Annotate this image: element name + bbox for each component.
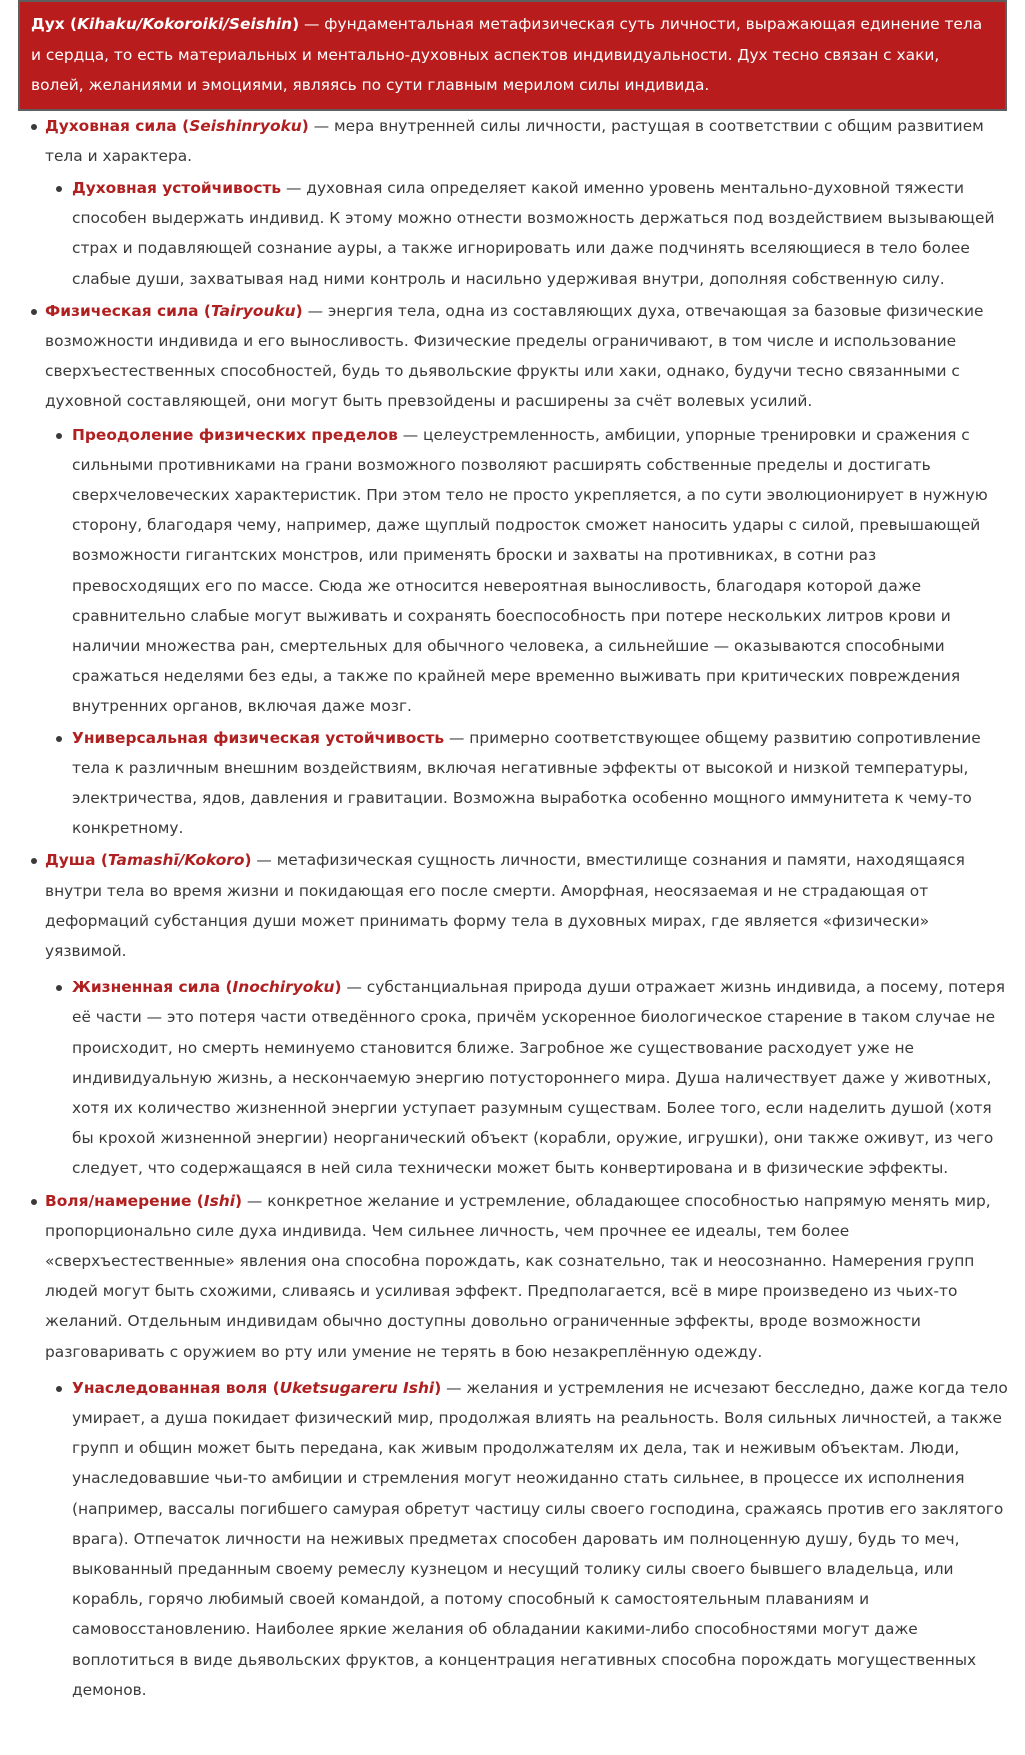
item-text: — духовная сила определяет какой именно уровень ментально-духовной тяжести способен выдержать индивид. К этому можно отнести возможность держаться под воздействием вызывающей страх и подавляющей сознание ауры, а также игнорировать или даже подчинять вселяющиеся в тело более слабые души, захватывая над ними контроль и насильно удерживая внутри, дополняя собственную силу. (72, 178, 995, 288)
term-soul: Душа (Tamashī/Kokoro) (45, 851, 252, 870)
list-item-spiritual-endurance (45, 173, 1009, 294)
intro-text: — фундаментальная метафизическая суть личности, выражающая единение тела и сердца, то есть материальных и ментально-духовных аспектов индивидуальности. Дух тесно связан с хаки, волей, желаниями и эмоциями, являясь по сути главным мерилом силы индивида. (31, 15, 983, 94)
list-item-soul (0, 845, 1025, 1183)
sublist (45, 173, 1009, 294)
list-item-overcoming-limits (45, 420, 1009, 722)
item-text: — целеустремленность, амбиции, упорные тренировки и сражения с сильными противниками на грани возможного позволяют расширять собственные пределы и достигать сверхчеловеческих характеристик. При этом тело не просто укрепляется, а по сути эволюционирует в нужную сторону, благодаря чему, например, даже щуплый подросток сможет наносить удары с силой, превышающей возможности гигантских монстров, или применять броски и захваты на противниках, в сотни раз превосходящих его по массе. Сюда же относится невероятная выносливость, благодаря которой даже сравнительно слабые могут выживать и сохранять боеспособность при потере нескольких литров крови и наличии множества ран, смертельных для обычного человека, а сильнейшие — оказываются способными сражаться неделями без еды, а также по крайней мере временно выживать при критических повреждения внутренних органов, включая даже мозг. (72, 425, 988, 716)
list-item-life-force (45, 972, 1009, 1183)
sublist (45, 1373, 1009, 1705)
list-item-inherited-will (45, 1373, 1009, 1705)
term-spiritual-endurance: Духовная устойчивость (72, 178, 282, 197)
item-text: — субстанциальная природа души отражает жизнь индивида, а посему, потеря её части — это потеря части отведённого срока, причём ускоренное биологическое старение в таком случае не происходит, но смерть неминуемо становится ближе. Загробное же существование расходует уже не индивидуальную жизнь, а нескончаемую энергию потустороннего мира. Душа наличествует даже у животных, хотя их количество жизненной энергии уступает разумным существам. Более того, если наделить душой (хотя бы крохой жизненной энергии) неорганический объект (корабли, оружие, игрушки), они также оживут, из чего следует, что содержащаяся в ней сила технически может быть конвертирована и в физические эффекты. (72, 978, 1006, 1178)
list-item-universal-endurance (45, 723, 1009, 844)
list-item-physical-power (0, 296, 1025, 844)
term-life-force: Жизненная сила (Inochiryoku) (72, 978, 342, 997)
item-text: — мера внутренней силы личности, растущая в соответствии с общим развитием тела и характера. (45, 116, 984, 165)
list-item-spiritual-power (0, 111, 1025, 294)
item-text: — энергия тела, одна из составляющих духа, отвечающая за базовые физические возможности индивида и его выносливость. Физические пределы ограничивают, в том числе и использование сверхъестественных способностей, будь то дьявольские фрукты или хаки, однако, будучи тесно связанными с духовной составляющей, они могут быть превзойдены и расширены за счёт волевых усилий. (45, 301, 984, 411)
intro-term-latin: Kihaku/Kokoroiki/Seishin (77, 15, 293, 33)
intro-term: Дух (Kihaku/Kokoroiki/Seishin) (31, 15, 300, 33)
concept-list (0, 111, 1025, 1706)
sublist (45, 420, 1009, 844)
item-text: — примерно соответствующее общему развитию сопротивление тела к различным внешним воздействиям, включая негативные эффекты от высокой и низкой температуры, электричества, ядов, давления и гравитации. Возможна выработка особенно мощного иммунитета к чему-то конкретному. (72, 728, 981, 838)
term-will: Воля/намерение (Ishi) (45, 1191, 243, 1210)
term-spiritual-power: Духовная сила (Seishinryoku) (45, 116, 309, 135)
term-overcoming-limits: Преодоление физических пределов (72, 425, 398, 444)
list-item-will (0, 1186, 1025, 1705)
term-inherited-will: Унаследованная воля (Uketsugareru Ishi) (72, 1378, 442, 1397)
sublist (45, 972, 1009, 1183)
item-text: — конкретное желание и устремление, обладающее способностью напрямую менять мир, пропорционально силе духа индивида. Чем сильнее личность, чем прочнее ее идеалы, тем более «сверхъестественные» явления она способна порождать, как сознательно, так и неосознанно. Намерения групп людей могут быть схожими, сливаясь и усиливая эффект. Предполагается, всё в мире произведено из чьих-то желаний. Отдельным индивидам обычно доступны довольно ограниченные эффекты, вроде возможности разговаривать с оружием во рту или умение не терять в бою незакреплённую одежду. (45, 1191, 991, 1361)
item-text: — желания и устремления не исчезают бесследно, даже когда тело умирает, а душа покидает физический мир, продолжая влиять на реальность. Воля сильных личностей, а также групп и общин может быть передана, как живым продолжателям их дела, так и неживым объектам. Люди, унаследовавшие чьи-то амбиции и стремления могут неожиданно стать сильнее, в процессе их исполнения (например, вассалы погибшего самурая обретут частицу силы своего господина, сражаясь против его заклятого врага). Отпечаток личности на неживых предметах способен даровать им полноценную душу, будь то меч, выкованный преданным своему ремеслу кузнецом и несущий толику силы своего бывшего владельца, или корабль, горячо любимый своей командой, а потому способный к самостоятельным плаваниям и самовосстановлению. Наиболее яркие желания об обладании какими-либо способностями могут даже воплотиться в виде дьявольских фруктов, а концентрация негативных способна порождать могущественных демонов. (72, 1378, 1008, 1699)
intro-banner (18, 0, 1007, 111)
item-text: — метафизическая сущность личности, вместилище сознания и памяти, находящаяся внутри тела во время жизни и покидающая его после смерти. Аморфная, неосязаемая и не страдающая от деформаций субстанция души может принимать форму тела в духовных мирах, где является «физически» уязвимой. (45, 851, 965, 960)
term-universal-endurance: Универсальная физическая устойчивость (72, 728, 445, 747)
term-physical-power: Физическая сила (Tairyouku) (45, 301, 303, 320)
